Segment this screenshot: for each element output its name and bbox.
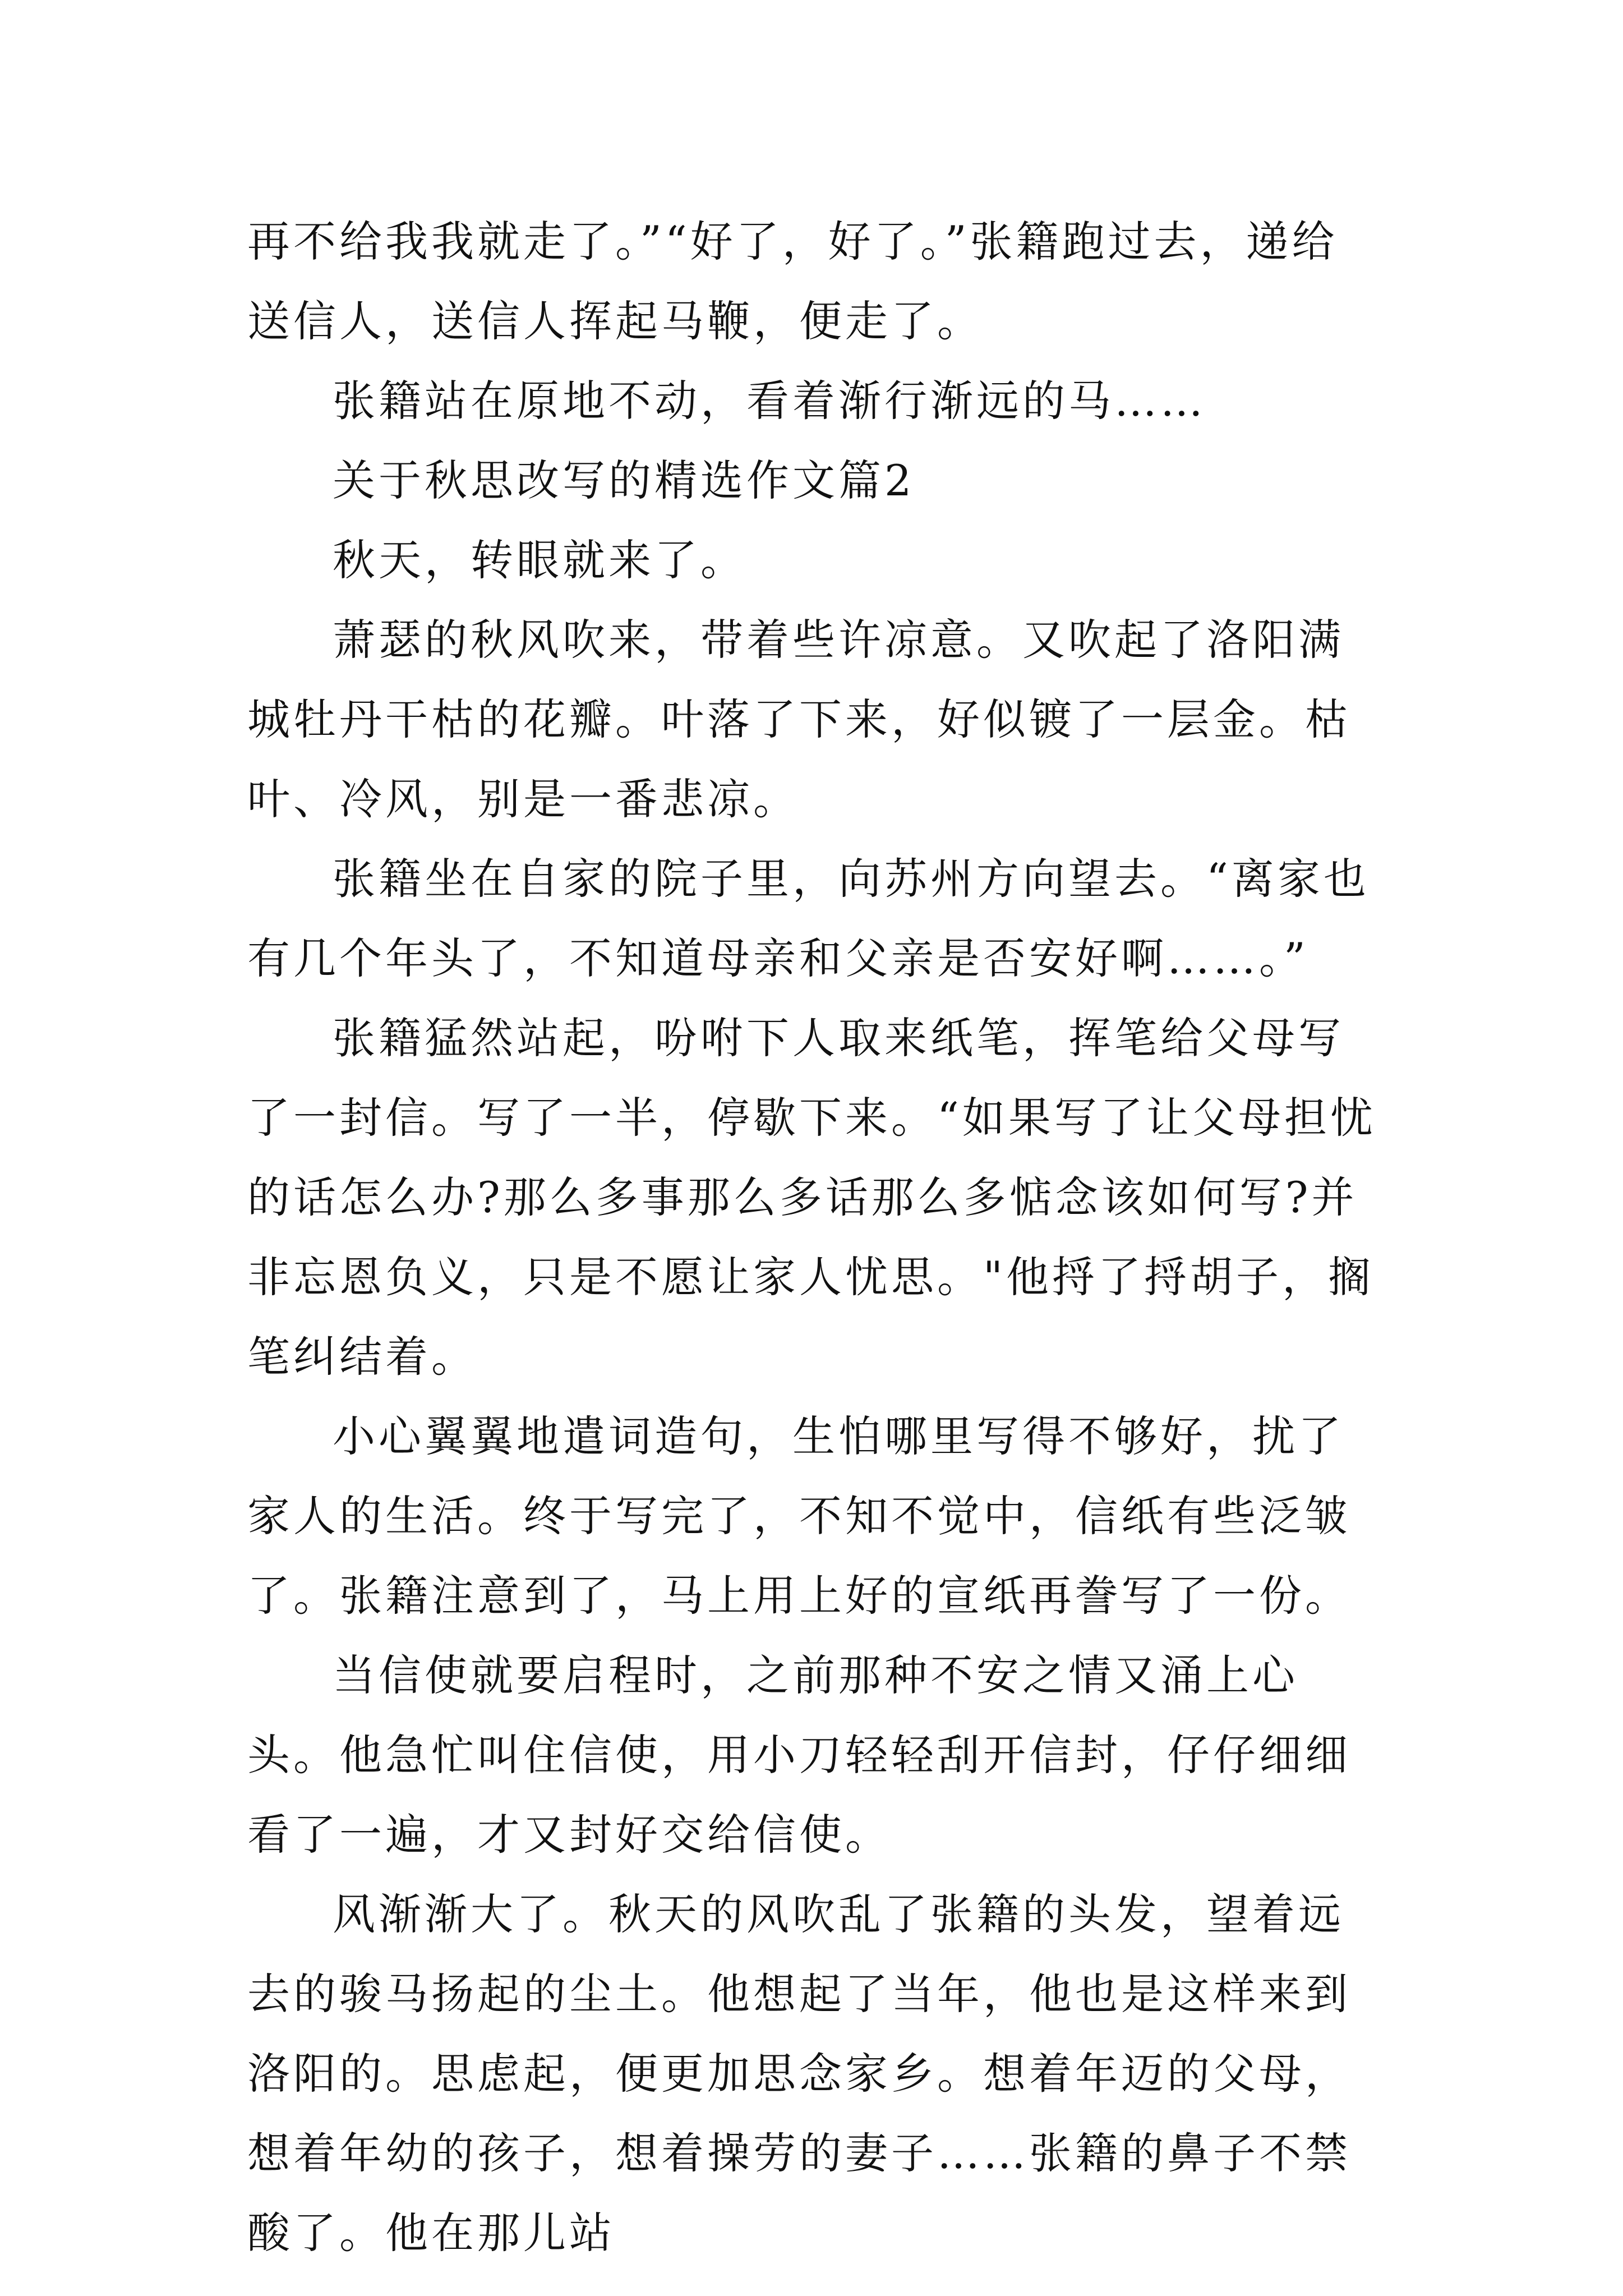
- paragraph: 风渐渐大了。秋天的风吹乱了张籍的头发，望着远去的骏马扬起的尘土。他想起了当年，他也是这样来到洛阳的。思虑起，便更加思念家乡。想着年迈的父母，想着年幼的孩子，想着操劳的妻子……张籍的鼻子不禁酸了。他在那儿站: [247, 1889, 1351, 2258]
- paragraph: 小心翼翼地遣词造句，生怕哪里写得不够好，扰了家人的生活。终于写完了，不知不觉中，信纸有些泛皱了。张籍注意到了，马上用上好的宣纸再誊写了一份。: [247, 1411, 1351, 1621]
- paragraph: 张籍站在原地不动，看着渐行渐远的马……: [333, 376, 1206, 426]
- document-body: [247, 202, 1380, 2273]
- paragraph: 当信使就要启程时，之前那种不安之情又涌上心头。他急忙叫住信使，用小刀轻轻刮开信封，仔仔细细看了一遍，才又封好交给信使。: [247, 1650, 1351, 1860]
- section-heading: 关于秋思改写的精选作文篇2: [333, 455, 915, 505]
- paragraph: 张籍坐在自家的院子里，向苏州方向望去。“离家也有几个年头了，不知道母亲和父亲是否安好啊……。”: [247, 854, 1370, 983]
- paragraph: 张籍猛然站起，吩咐下人取来纸笔，挥笔给父母写了一封信。写了一半，停歇下来。“如果写了让父母担忧的话怎么办?那么多事那么多话那么多惦念该如何写?并非忘恩负义，只是不愿让家人忧思。"他捋了捋胡子，搁笔纠结着。: [247, 1013, 1376, 1382]
- paragraph: 再不给我我就走了。”“好了，好了。”张籍跑过去，递给送信人，送信人挥起马鞭，便走了。: [247, 217, 1338, 346]
- paragraph: 秋天，转眼就来了。: [333, 535, 746, 585]
- paragraph: 萧瑟的秋风吹来，带着些许凉意。又吹起了洛阳满城牡丹干枯的花瓣。叶落了下来，好似镀了一层金。枯叶、冷风，别是一番悲凉。: [247, 615, 1351, 824]
